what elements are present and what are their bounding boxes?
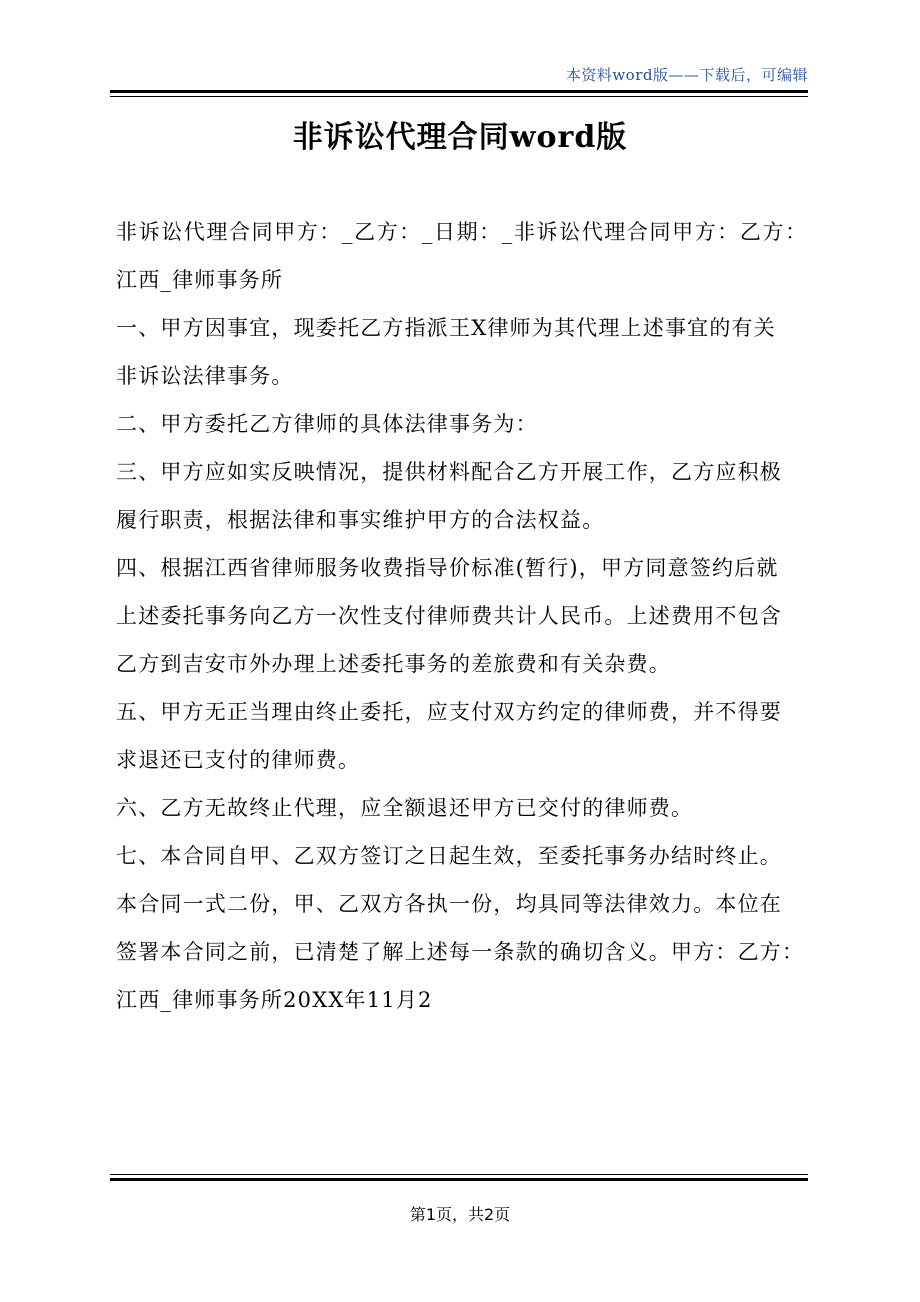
body-line: 本合同一式二份，甲、乙双方各执一份，均具同等法律效力。本位在 (116, 892, 782, 916)
body-line: 一、甲方因事宜，现委托乙方指派王X律师为其代理上述事宜的有关 (116, 316, 776, 340)
document-title: 非诉讼代理合同word版 (292, 120, 628, 155)
body-line: 江西_律师事务所20XX年11月2 (116, 988, 433, 1012)
body-line: 江西_律师事务所 (116, 268, 284, 292)
body-line: 乙方到吉安市外办理上述委托事务的差旅费和有关杂费。 (116, 652, 671, 676)
header-rule-thin (110, 96, 808, 97)
document-body (116, 212, 812, 1028)
body-line: 七、本合同自甲、乙双方签订之日起生效，至委托事务办结时终止。 (116, 844, 782, 868)
body-line: 三、甲方应如实反映情况，提供材料配合乙方开展工作，乙方应积极 (116, 460, 782, 484)
body-line: 非诉讼代理合同甲方：_乙方：_日期：_非诉讼代理合同甲方：乙方： (116, 220, 808, 244)
footer-rule-thin (110, 1174, 808, 1175)
body-line: 五、甲方无正当理由终止委托，应支付双方约定的律师费，并不得要 (116, 700, 782, 724)
header-note: 本资料word版——下载后，可编辑 (565, 66, 808, 84)
body-line: 二、甲方委托乙方律师的具体法律事务为： (116, 412, 538, 436)
body-line: 履行职责，根据法律和事实维护甲方的合法权益。 (116, 508, 605, 532)
body-line: 签署本合同之前，已清楚了解上述每一条款的确切含义。甲方：乙方： (116, 940, 805, 964)
body-line: 非诉讼法律事务。 (116, 364, 294, 388)
body-line: 四、根据江西省律师服务收费指导价标准(暂行)，甲方同意签约后就 (116, 556, 779, 580)
footer-rule-thick (110, 1178, 808, 1181)
header-rule-thick (110, 90, 808, 93)
body-line: 六、乙方无故终止代理，应全额退还甲方已交付的律师费。 (116, 796, 694, 820)
page-number: 第1页，共2页 (409, 1205, 511, 1224)
body-line: 求退还已支付的律师费。 (116, 748, 361, 772)
body-line: 上述委托事务向乙方一次性支付律师费共计人民币。上述费用不包含 (116, 604, 782, 628)
